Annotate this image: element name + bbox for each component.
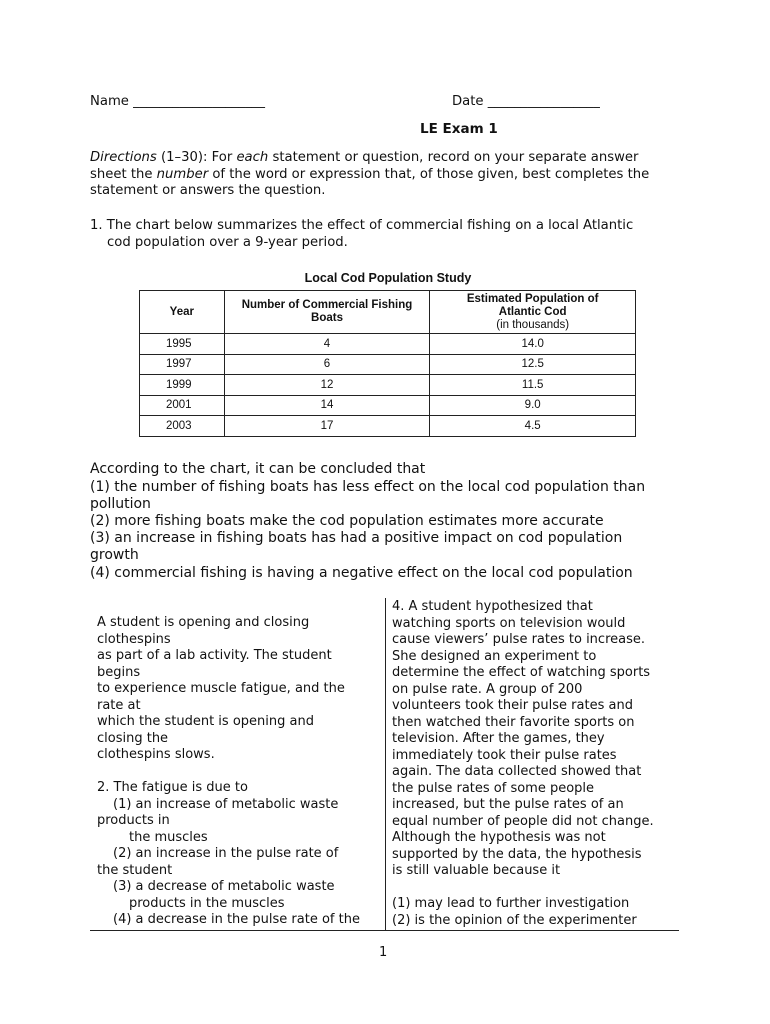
spacer: [392, 880, 677, 897]
header-population-unit: (in thousands): [496, 318, 570, 331]
directions-line-1: [90, 150, 638, 167]
table-row: [140, 334, 636, 355]
passage-line: which the student is opening and: [97, 714, 314, 729]
q1-option-3-cont: growth: [90, 547, 139, 563]
cell-boats: 6: [224, 354, 430, 375]
cell-boats: 17: [224, 416, 430, 437]
table-row: [140, 375, 636, 396]
q1-option-2: (2) more fishing boats make the cod population estimates more accurate: [90, 513, 604, 529]
q4-stem-line: determine the effect of watching sports: [392, 665, 651, 680]
q4-stem-line: the pulse rates of some people: [392, 780, 595, 796]
q1-option-3: (3) an increase in fishing boats has had a positive impact on cod population: [90, 530, 623, 546]
cell-population: 14.0: [430, 334, 636, 355]
q4-stem-line: increased, but the pulse rates of an: [392, 797, 624, 812]
q4-stem-line: volunteers took their pulse rates and: [392, 698, 633, 713]
passage-line: begins: [97, 664, 141, 680]
directions-label: Directions: [90, 150, 157, 165]
q2-option-3: (3) a decrease of metabolic waste: [113, 879, 335, 894]
q4-stem-line: cause viewers’ pulse rates to increase.: [392, 632, 645, 647]
table-row: [140, 416, 636, 437]
q4-stem-line: Although the hypothesis was not: [392, 830, 606, 845]
passage-line: closing the: [97, 730, 169, 746]
directions-each: each: [236, 150, 269, 165]
cell-year: 1995: [140, 334, 225, 355]
q1-stem-line-1: 1. The chart below summarizes the effect of commercial fishing on a local Atlantic: [90, 218, 634, 233]
header-population: [430, 291, 636, 334]
header-boats: [224, 291, 430, 334]
passage-line: as part of a lab activity. The student: [97, 648, 332, 663]
cell-population: 11.5: [430, 375, 636, 396]
passage-line: A student is opening and closing: [97, 615, 310, 630]
bottom-rule: [90, 930, 679, 931]
directions-text: of the word or expression that, of those given, best completes the: [208, 167, 650, 182]
passage-line: rate at: [97, 697, 141, 713]
header-year: Year: [140, 291, 225, 334]
directions-text: statement or question, record on your separate answer: [268, 150, 639, 165]
table-title: Local Cod Population Study: [304, 271, 472, 285]
spacer: [97, 764, 379, 781]
q4-stem-line: She designed an experiment to: [392, 648, 597, 664]
q2-option-1-cont: the muscles: [129, 829, 208, 845]
q1-stem-line-2: cod population over a 9-year period.: [107, 235, 348, 250]
column-divider: [385, 598, 386, 930]
q4-stem-line: is still valuable because it: [392, 863, 561, 878]
q2-option-1-cont: products in: [97, 813, 170, 828]
directions-line-3: statement or answers the question.: [90, 183, 326, 198]
cell-year: 2001: [140, 395, 225, 416]
cell-boats: 4: [224, 334, 430, 355]
directions-text: sheet the: [90, 167, 157, 182]
q2-option-3-cont: products in the muscles: [129, 895, 285, 911]
q2-option-1: (1) an increase of metabolic waste: [113, 796, 339, 812]
q2-option-2: (2) an increase in the pulse rate of: [113, 846, 339, 861]
cell-boats: 14: [224, 395, 430, 416]
cell-population: 9.0: [430, 395, 636, 416]
header-boats-text: Number of Commercial Fishing Boats: [241, 299, 413, 324]
table-row: [140, 395, 636, 416]
passage-line: clothespins: [97, 631, 171, 647]
cod-population-table: [139, 290, 636, 437]
exam-title: LE Exam 1: [420, 121, 498, 137]
q4-stem-line: television. After the games, they: [392, 731, 605, 746]
directions-text: (1–30): For: [156, 150, 237, 165]
passage-line: clothespins slows.: [97, 747, 215, 762]
directions-number: number: [156, 167, 209, 182]
q4-stem-line: then watched their favorite sports on: [392, 714, 635, 730]
q4-stem-line: supported by the data, the hypothesis: [392, 846, 642, 862]
q4-stem-line: watching sports on television would: [392, 615, 626, 631]
q2-option-2-cont: the student: [97, 862, 173, 878]
q4-stem-line: immediately took their pulse rates: [392, 747, 617, 763]
q2-stem: 2. The fatigue is due to: [97, 780, 248, 795]
q1-option-4: (4) commercial fishing is having a negative effect on the local cod population: [90, 565, 633, 581]
q4-option-2: (2) is the opinion of the experimenter: [392, 912, 637, 928]
q4-stem-line: on pulse rate. A group of 200: [392, 681, 583, 697]
cell-population: 12.5: [430, 354, 636, 375]
q4-stem-line: 4. A student hypothesized that: [392, 599, 593, 614]
q4-stem-line: again. The data collected showed that: [392, 764, 642, 779]
table-row: [140, 354, 636, 375]
q1-option-1: (1) the number of fishing boats has less effect on the local cod population than: [90, 479, 646, 495]
directions-line-2: [90, 167, 649, 184]
page-number: 1: [379, 945, 388, 960]
cell-boats: 12: [224, 375, 430, 396]
q1-prompt: According to the chart, it can be concluded that: [90, 461, 426, 477]
q4-stem-line: equal number of people did not change.: [392, 813, 654, 829]
table-header-row: [140, 291, 636, 334]
name-field-line: Name ____________________: [90, 94, 265, 109]
passage-line: to experience muscle fatigue, and the: [97, 681, 345, 696]
cell-year: 2003: [140, 416, 225, 437]
cell-population: 4.5: [430, 416, 636, 437]
left-column: [97, 615, 379, 929]
header-population-text: Estimated Population of Atlantic Cod: [466, 292, 599, 318]
q4-option-1: (1) may lead to further investigation: [392, 896, 630, 911]
date-field-line: Date _________________: [452, 94, 600, 109]
cell-year: 1999: [140, 375, 225, 396]
q2-option-4: (4) a decrease in the pulse rate of the: [113, 912, 360, 927]
q1-option-1-cont: pollution: [90, 496, 151, 512]
right-column: [392, 599, 677, 929]
cell-year: 1997: [140, 354, 225, 375]
